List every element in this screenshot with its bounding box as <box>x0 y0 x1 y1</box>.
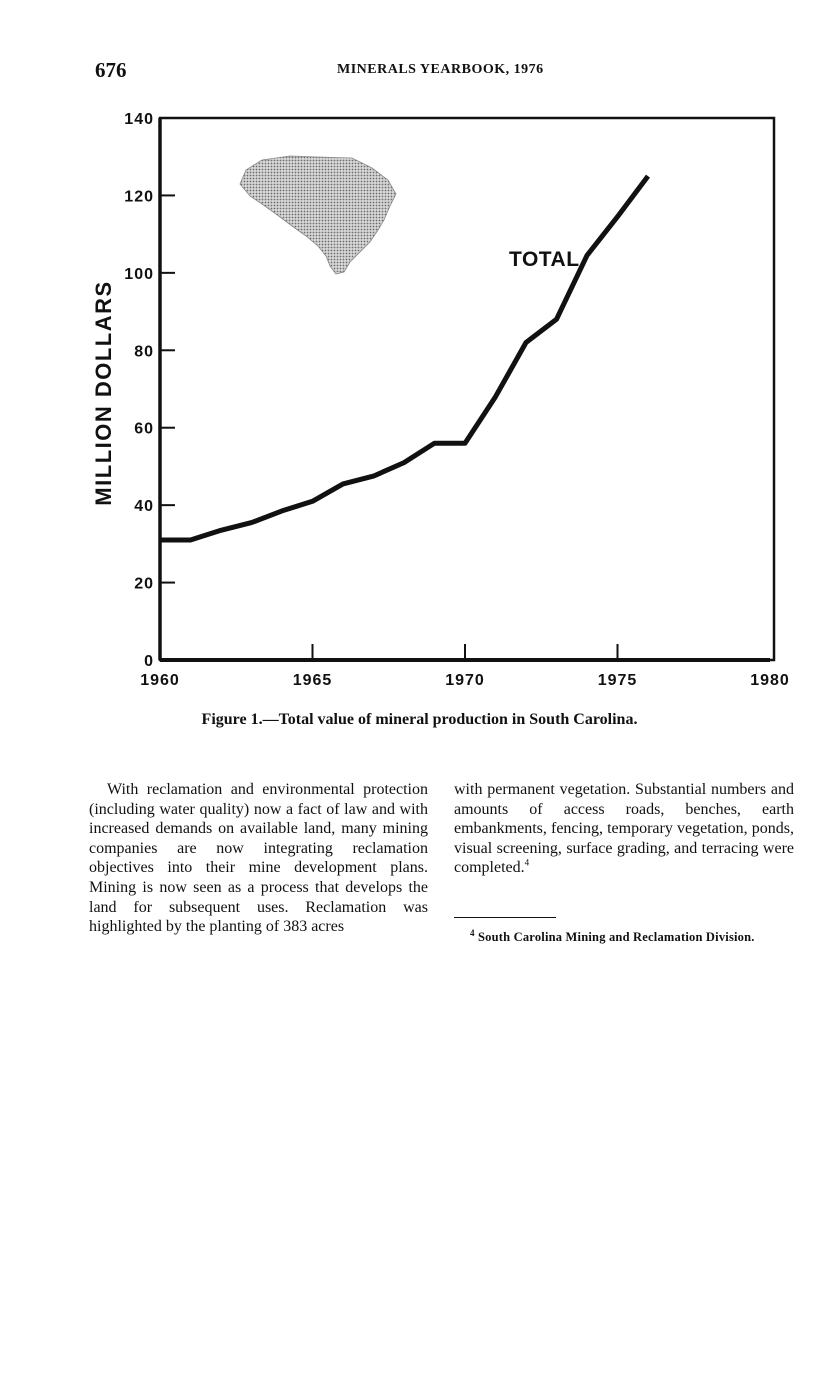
footnote-marker: 4 <box>470 927 475 938</box>
y-axis-label: MILLION DOLLARS <box>91 280 116 506</box>
body-text-left-column: With reclamation and environmental protection (including water quality) now a fact of law and with increased demands on available land, many mining companies are now integrating reclamation objectives into their mine development plans. Mining is now seen as a process that develops the land for subsequent uses. Reclamation was highlighted by the planting of 383 acres <box>89 781 428 936</box>
running-title: MINERALS YEARBOOK, 1976 <box>337 62 544 77</box>
page-number: 676 <box>95 58 127 82</box>
x-tick-label: 1975 <box>597 672 638 689</box>
y-tick-label: 40 <box>134 498 154 516</box>
x-axis-ticks <box>140 644 790 689</box>
footnote <box>454 927 795 945</box>
plot-frame <box>160 118 774 660</box>
x-tick-label: 1960 <box>140 672 180 689</box>
series-annotation-total: TOTAL <box>509 248 580 271</box>
y-axis-ticks <box>124 111 175 670</box>
y-tick-label: 120 <box>124 188 154 206</box>
y-tick-label: 100 <box>124 265 154 283</box>
y-tick-label: 60 <box>134 420 154 438</box>
footnote-text: South Carolina Mining and Reclamation Division. <box>478 930 755 944</box>
x-tick-label: 1970 <box>445 672 485 689</box>
south-carolina-map-inset <box>240 156 396 274</box>
y-tick-label: 0 <box>144 653 154 670</box>
y-tick-label: 140 <box>124 111 154 128</box>
figure-caption: Figure 1.—Total value of mineral production in South Carolina. <box>201 711 638 728</box>
x-tick-label: 1965 <box>292 672 333 689</box>
footnote-rule <box>454 917 556 918</box>
x-tick-label: 1980 <box>750 672 790 689</box>
footnote-reference: 4 <box>524 858 530 869</box>
body-text-right-column <box>454 780 794 878</box>
right-column-text: with permanent vegetation. Substantial numbers and amounts of access roads, benches, earth embankments, fencing, temporary vegetation, ponds, visual screening, surface grading, and terracing were completed. <box>454 781 794 877</box>
y-tick-label: 20 <box>134 575 154 593</box>
y-tick-label: 80 <box>134 343 154 361</box>
series-line-total <box>160 176 648 540</box>
